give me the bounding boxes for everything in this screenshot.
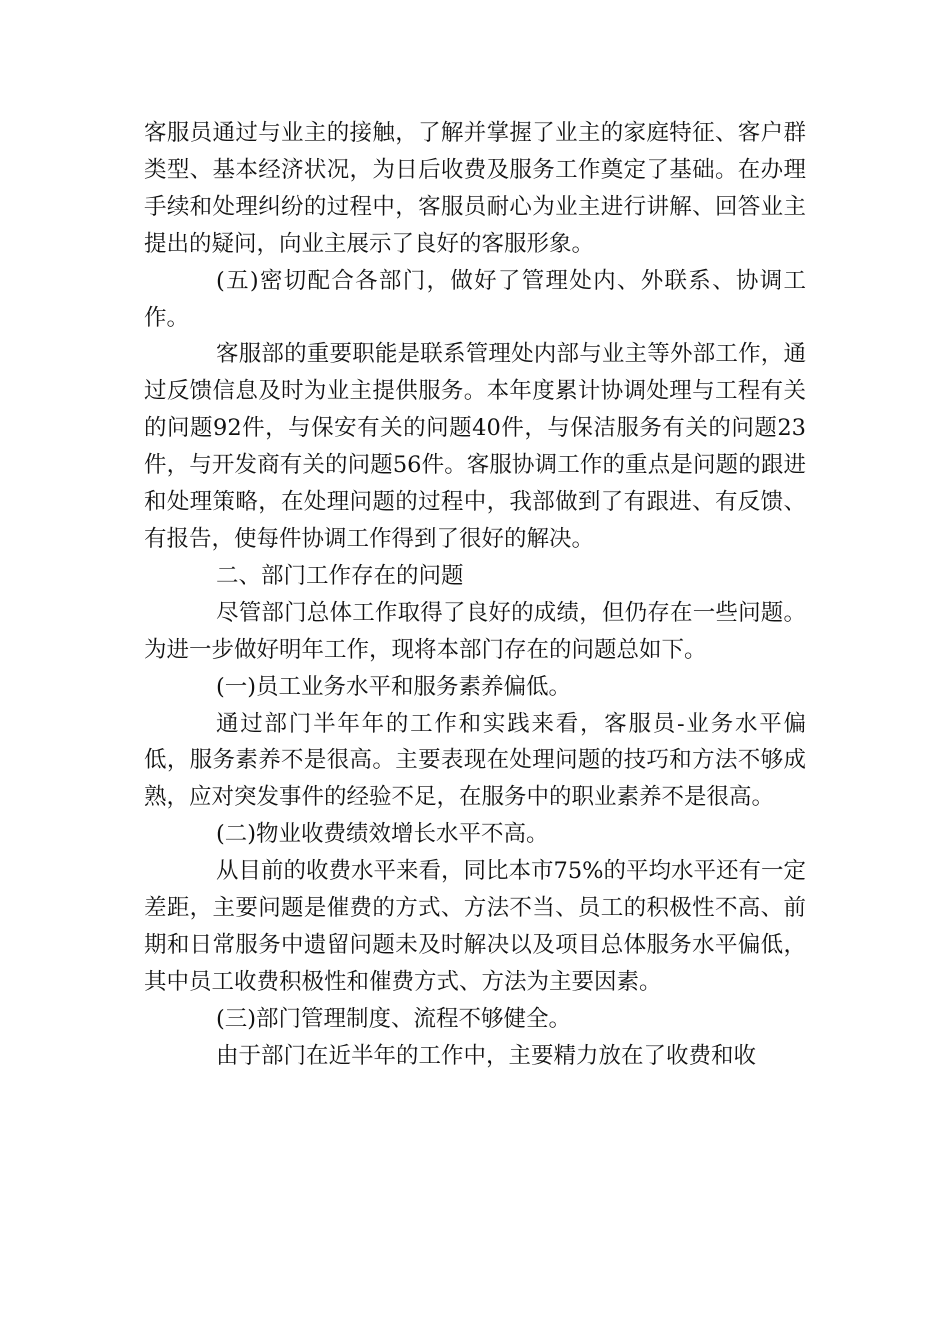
paragraph-7: 通过部门半年年的工作和实践来看，客服员-业务水平偏低，服务素养不是很高。主要表现在处理问题的技巧和方法不够成熟，应对突发事件的经验不足，在服务中的职业素养不是很高。	[144, 710, 806, 811]
paragraph-3: 客服部的重要职能是联系管理处内部与业主等外部工作，通过反馈信息及时为业主提供服务。本年度累计协调处理与工程有关的问题92件，与保安有关的问题40件，与保洁服务有关的问题23件，与开发商有关的问题56件。客服协调工作的重点是问题的跟进和处理策略，在处理问题的过程中，我部做到了有跟进、有反馈、有报告，使每件协调工作得到了很好的解决。	[144, 341, 806, 552]
paragraph-9: 从目前的收费水平来看，同比本市75%的平均水平还有一定差距，主要问题是催费的方式、方法不当、员工的积极性不高、前期和日常服务中遗留问题未及时解决以及项目总体服务水平偏低，其中员工收费积极性和催费方式、方法为主要因素。	[144, 858, 807, 995]
section-heading: 二、部门工作存在的问题	[216, 562, 464, 589]
paragraph-2: (五)密切配合各部门，做好了管理处内、外联系、协调工作。	[144, 267, 806, 331]
paragraph-1: 客服员通过与业主的接触，了解并掌握了业主的家庭特征、客户群类型、基本经济状况，为日后收费及服务工作奠定了基础。在办理手续和处理纠纷的过程中，客服员耐心为业主进行讲解、回答业主提出的疑问，向业主展示了良好的客服形象。	[144, 120, 806, 257]
subheading-1: (一)员工业务水平和服务素养偏低。	[216, 673, 572, 700]
paragraph-11: 由于部门在近半年的工作中，主要精力放在了收费和收	[216, 1042, 757, 1069]
subheading-2: (二)物业收费绩效增长水平不高。	[216, 821, 549, 848]
document-body	[144, 115, 806, 1075]
subheading-3: (三)部门管理制度、流程不够健全。	[216, 1005, 572, 1032]
paragraph-5: 尽管部门总体工作取得了良好的成绩，但仍存在一些问题。为进一步做好明年工作，现将本部门存在的问题总如下。	[144, 599, 806, 663]
